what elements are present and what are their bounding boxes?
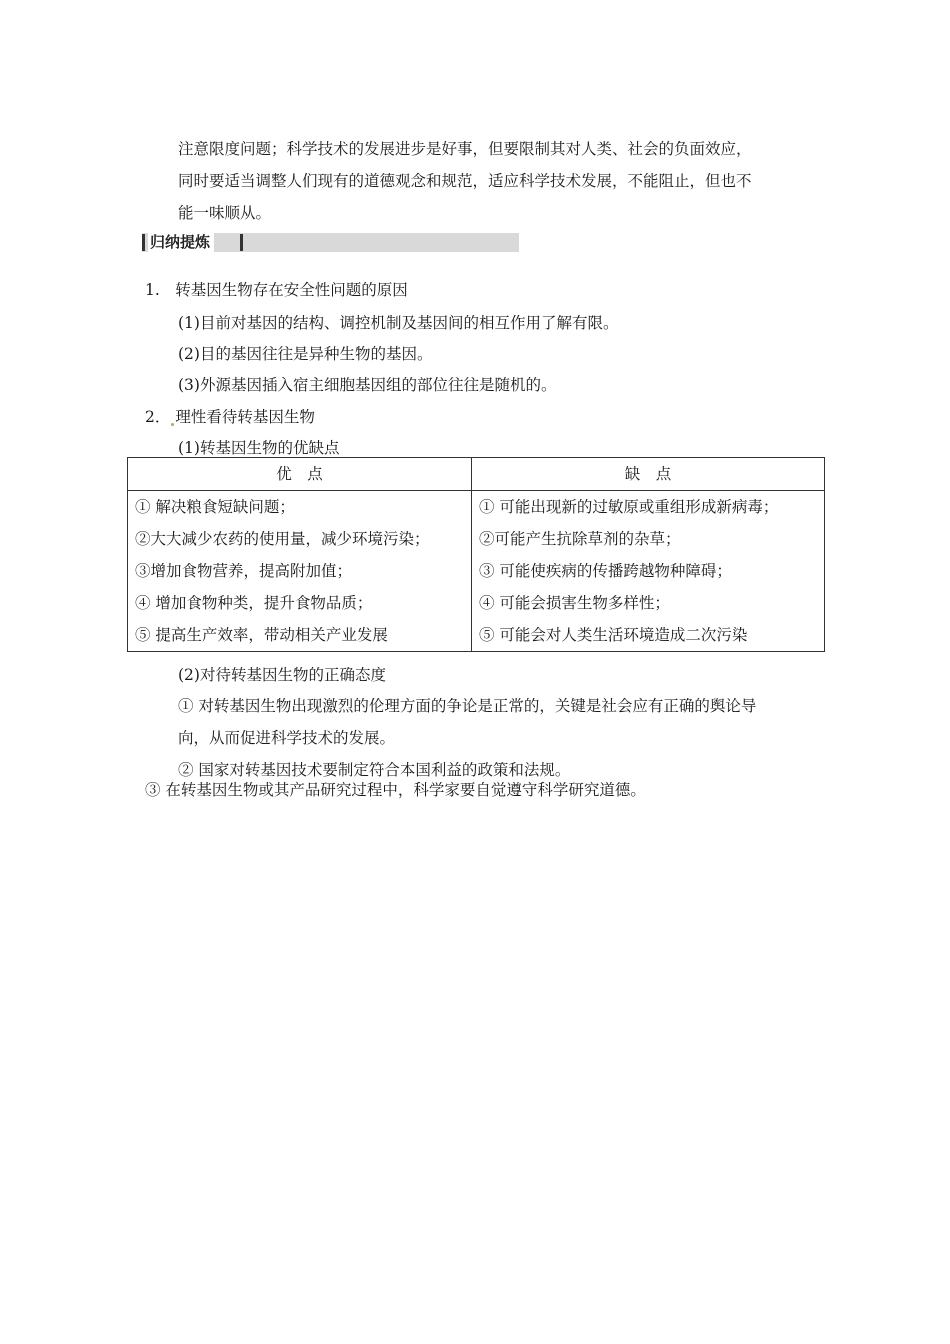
intro-line-3: 能一味顺从。: [178, 204, 272, 222]
point2-sub1: (1)转基因生物的优缺点: [178, 439, 340, 457]
section-title: 归纳提炼: [148, 233, 214, 252]
attitude-item-2: ② 国家对转基因技术要制定符合本国利益的政策和法规。: [178, 761, 571, 779]
point1-item-3: (3)外源基因插入宿主细胞基因组的部位往往是随机的。: [178, 376, 557, 394]
table-header-disadvantages: 缺 点: [472, 458, 825, 491]
advantage-item: ⑤ 提高生产效率，带动相关产业发展: [135, 626, 388, 644]
advantages-cell: [128, 491, 472, 652]
disadvantage-item: ① 可能出现新的过敏原或重组形成新病毒；: [479, 498, 779, 516]
point1-item-1: (1)目前对基因的结构、调控机制及基因间的相互作用了解有限。: [178, 314, 619, 332]
intro-line-1: 注意限度问题；科学技术的发展进步是好事，但要限制其对人类、社会的负面效应，: [178, 140, 752, 158]
disadvantage-item: ③ 可能使疾病的传播跨越物种障碍；: [479, 562, 732, 580]
disadvantage-item: ④ 可能会损害生物多样性；: [479, 594, 670, 612]
table-header-advantages: 优 点: [128, 458, 472, 491]
section-header-right-bar: [240, 234, 243, 251]
mark-dot-icon: [171, 423, 174, 426]
disadvantage-item: ②可能产生抗除草剂的杂草；: [479, 530, 681, 548]
point1-heading: 1. 转基因生物存在安全性问题的原因: [145, 281, 408, 299]
section-header-left-bar: [142, 234, 145, 251]
point2-heading: [145, 407, 315, 427]
point2-heading-number: 2．: [145, 408, 171, 426]
attitude-item-3: ③ 在转基因生物或其产品研究过程中，科学家要自觉遵守科学研究道德。: [145, 781, 646, 799]
section-header: [142, 233, 519, 252]
intro-line-2: 同时要适当调整人们现有的道德观念和规范，适应科学技术发展，不能阻止，但也不: [178, 172, 752, 190]
advantage-item: ③增加食物营养，提高附加值；: [135, 562, 353, 580]
point1-item-2: (2)目的基因往往是异种生物的基因。: [178, 345, 433, 363]
disadvantage-item: ⑤ 可能会对人类生活环境造成二次污染: [479, 626, 748, 644]
table-header-row: [128, 458, 825, 491]
advantage-item: ① 解决粮食短缺问题；: [135, 498, 295, 516]
table-row: [128, 491, 825, 652]
advantage-item: ④ 增加食物种类，提升食物品质；: [135, 594, 373, 612]
disadvantages-cell: [472, 491, 825, 652]
attitude-item-1-line-2: 向，从而促进科学技术的发展。: [178, 729, 396, 747]
attitude-item-1-line-1: ① 对转基因生物出现激烈的伦理方面的争论是正常的，关键是社会应有正确的舆论导: [178, 697, 757, 715]
point2-sub2: (2)对待转基因生物的正确态度: [178, 666, 386, 684]
point2-heading-text: 理性看待转基因生物: [175, 408, 315, 426]
advantage-item: ②大大减少农药的使用量，减少环境污染；: [135, 530, 430, 548]
pros-cons-table: [127, 457, 825, 652]
